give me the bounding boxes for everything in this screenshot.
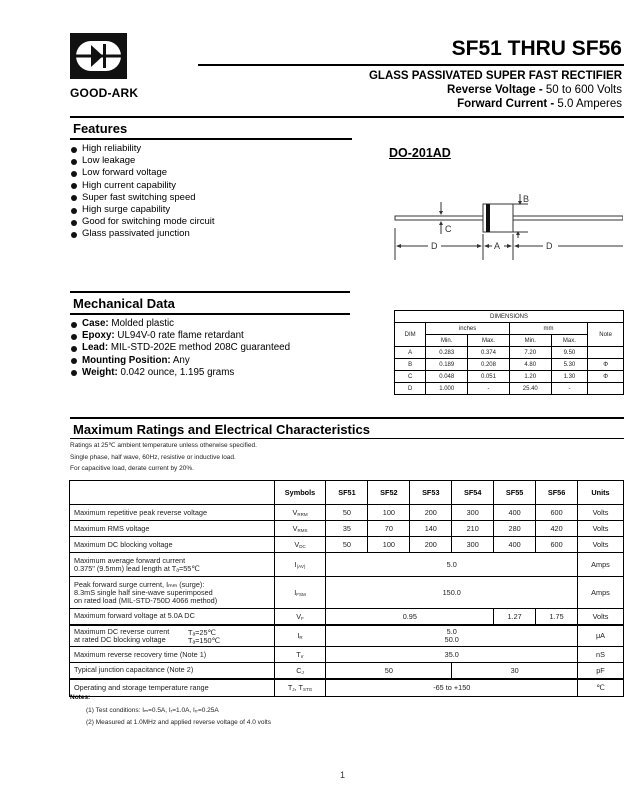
mechanical-item: Mounting Position: Any <box>70 355 290 367</box>
part-header: SF51 <box>326 481 368 505</box>
page-number: 1 <box>340 770 346 780</box>
table-row: Maximum DC reverse current at rated DC blocking voltage Tₐ=25℃ Tₐ=150℃ $I_R$ 5.0 50.0 μA <box>70 625 624 647</box>
part-header: SF56 <box>536 481 578 505</box>
dimension-row: D 1.000 - 25.40 - <box>395 383 624 395</box>
dimensions-title: DIMENSIONS <box>395 311 624 323</box>
part-header: SF55 <box>494 481 536 505</box>
dim-a-label: A <box>494 241 501 251</box>
reverse-voltage-spec <box>447 84 622 96</box>
table-row: Peak forward surge current, Iₘₘ (surge): 8.3mS single half sine-wave superimposed on rated load (MIL-STD-750D 4066 method) $I_{FSM}$ 150.0 Amps <box>70 577 624 609</box>
intro-line: Single phase, half wave, 60Hz, resistive or inductive load. <box>70 453 236 461</box>
page-title: SF51 THRU SF56 <box>451 37 622 60</box>
forward-current-value: 5.0 Amperes <box>557 98 622 110</box>
mechanical-item: Lead: MIL-STD-202E method 208C guaranteed <box>70 342 290 354</box>
feature-item: Glass passivated junction <box>70 228 215 240</box>
mechanical-list <box>70 318 290 379</box>
features-list <box>70 143 215 241</box>
feature-item: Super fast switching speed <box>70 192 215 204</box>
note-item: (1) Test conditions: Iₘ=0.5A, Iᵣ=1.0A, Iᵣᵣ=0.25A <box>86 706 219 714</box>
features-title: Features <box>73 121 128 136</box>
min-header: Min. <box>426 335 468 347</box>
mechanical-item: Epoxy: UL94V-0 rate flame retardant <box>70 330 290 342</box>
good-ark-logo <box>70 33 127 79</box>
notes-title: Notes: <box>70 694 91 701</box>
brand-name: GOOD-ARK <box>70 86 139 100</box>
ratings-title: Maximum Ratings and Electrical Characteristics <box>73 422 370 437</box>
table-header-row <box>70 481 624 505</box>
part-header: SF54 <box>452 481 494 505</box>
forward-current-spec <box>457 98 622 110</box>
divider <box>70 313 350 315</box>
feature-item: High reliability <box>70 143 215 155</box>
feature-item: Good for switching mode circuit <box>70 216 215 228</box>
reverse-voltage-value: 50 to 600 Volts <box>545 84 622 96</box>
min-header: Min. <box>509 335 551 347</box>
dim-header: DIM <box>395 323 426 347</box>
table-row: Maximum reverse recovery time (Note 1) $T_{rr}$ 35.0 nS <box>70 647 624 663</box>
part-header: SF52 <box>368 481 410 505</box>
product-subtitle: GLASS PASSIVATED SUPER FAST RECTIFIER <box>368 70 622 82</box>
feature-item: High current capability <box>70 180 215 192</box>
max-header: Max. <box>468 335 510 347</box>
table-row: Typical junction capacitance (Note 2) $C_J$ 50 30 pF <box>70 663 624 679</box>
diode-logo-icon <box>70 33 127 79</box>
table-row: Operating and storage temperature range $T_J$, $T_{STG}$ -65 to +150 ℃ <box>70 679 624 697</box>
dim-b-label: B <box>523 194 530 204</box>
max-header: Max. <box>551 335 588 347</box>
mechanical-item: Case: Molded plastic <box>70 318 290 330</box>
ratings-table <box>69 480 624 697</box>
package-name: DO-201AD <box>389 146 451 160</box>
table-row: Maximum RMS voltage $V_{RMS}$ 35 70 140 210 280 420 Volts <box>70 521 624 537</box>
dim-d-label: D <box>431 241 438 251</box>
reverse-voltage-label: Reverse Voltage - <box>447 84 543 96</box>
dimension-row: C 0.048 0.051 1.20 1.30 Φ <box>395 371 624 383</box>
dim-d-label: D <box>546 241 553 251</box>
part-header: SF53 <box>410 481 452 505</box>
units-header: Units <box>578 481 624 505</box>
divider <box>70 116 624 118</box>
table-row: Maximum forward voltage at 5.0A DC $V_F$ 0.95 1.27 1.75 Volts <box>70 609 624 625</box>
dimension-row: A 0.283 0.374 7.20 9.50 <box>395 347 624 359</box>
divider <box>70 417 624 419</box>
feature-item: Low forward voltage <box>70 167 215 179</box>
feature-item: Low leakage <box>70 155 215 167</box>
symbols-header: Symbols <box>274 481 326 505</box>
ratings-intro <box>70 440 257 475</box>
divider <box>70 291 350 293</box>
mechanical-item: Weight: 0.042 ounce, 1.195 grams <box>70 367 290 379</box>
forward-current-label: Forward Current - <box>457 98 555 110</box>
divider <box>70 138 352 140</box>
mechanical-title: Mechanical Data <box>73 296 175 311</box>
intro-line: Ratings at 25℃ ambient temperature unless otherwise specified. <box>70 442 257 449</box>
dimensions-table <box>394 310 624 395</box>
divider <box>70 438 624 439</box>
feature-item: High surge capability <box>70 204 215 216</box>
package-outline-diagram <box>393 190 623 260</box>
note-item: (2) Measured at 1.0MHz and applied reverse voltage of 4.0 volts <box>86 719 271 726</box>
dim-c-label: C <box>445 224 452 234</box>
table-row: Maximum repetitive peak reverse voltage $V_{RRM}$ 50 100 200 300 400 600 Volts <box>70 505 624 521</box>
dimension-row: B 0.189 0.208 4.80 5.30 Φ <box>395 359 624 371</box>
divider <box>198 64 624 66</box>
inches-header: inches <box>426 323 510 335</box>
table-row: Maximum average forward current 0.375" (9.5mm) lead length at Tₐ=55℃ $I_{(AV)}$ 5.0 Amps <box>70 553 624 577</box>
note-header: Note <box>588 323 624 347</box>
notes <box>70 692 271 730</box>
intro-line: For capacitive load, derate current by 20%. <box>70 465 194 472</box>
table-row: Maximum DC blocking voltage $V_{DC}$ 50 100 200 300 400 600 Volts <box>70 537 624 553</box>
mm-header: mm <box>509 323 587 335</box>
